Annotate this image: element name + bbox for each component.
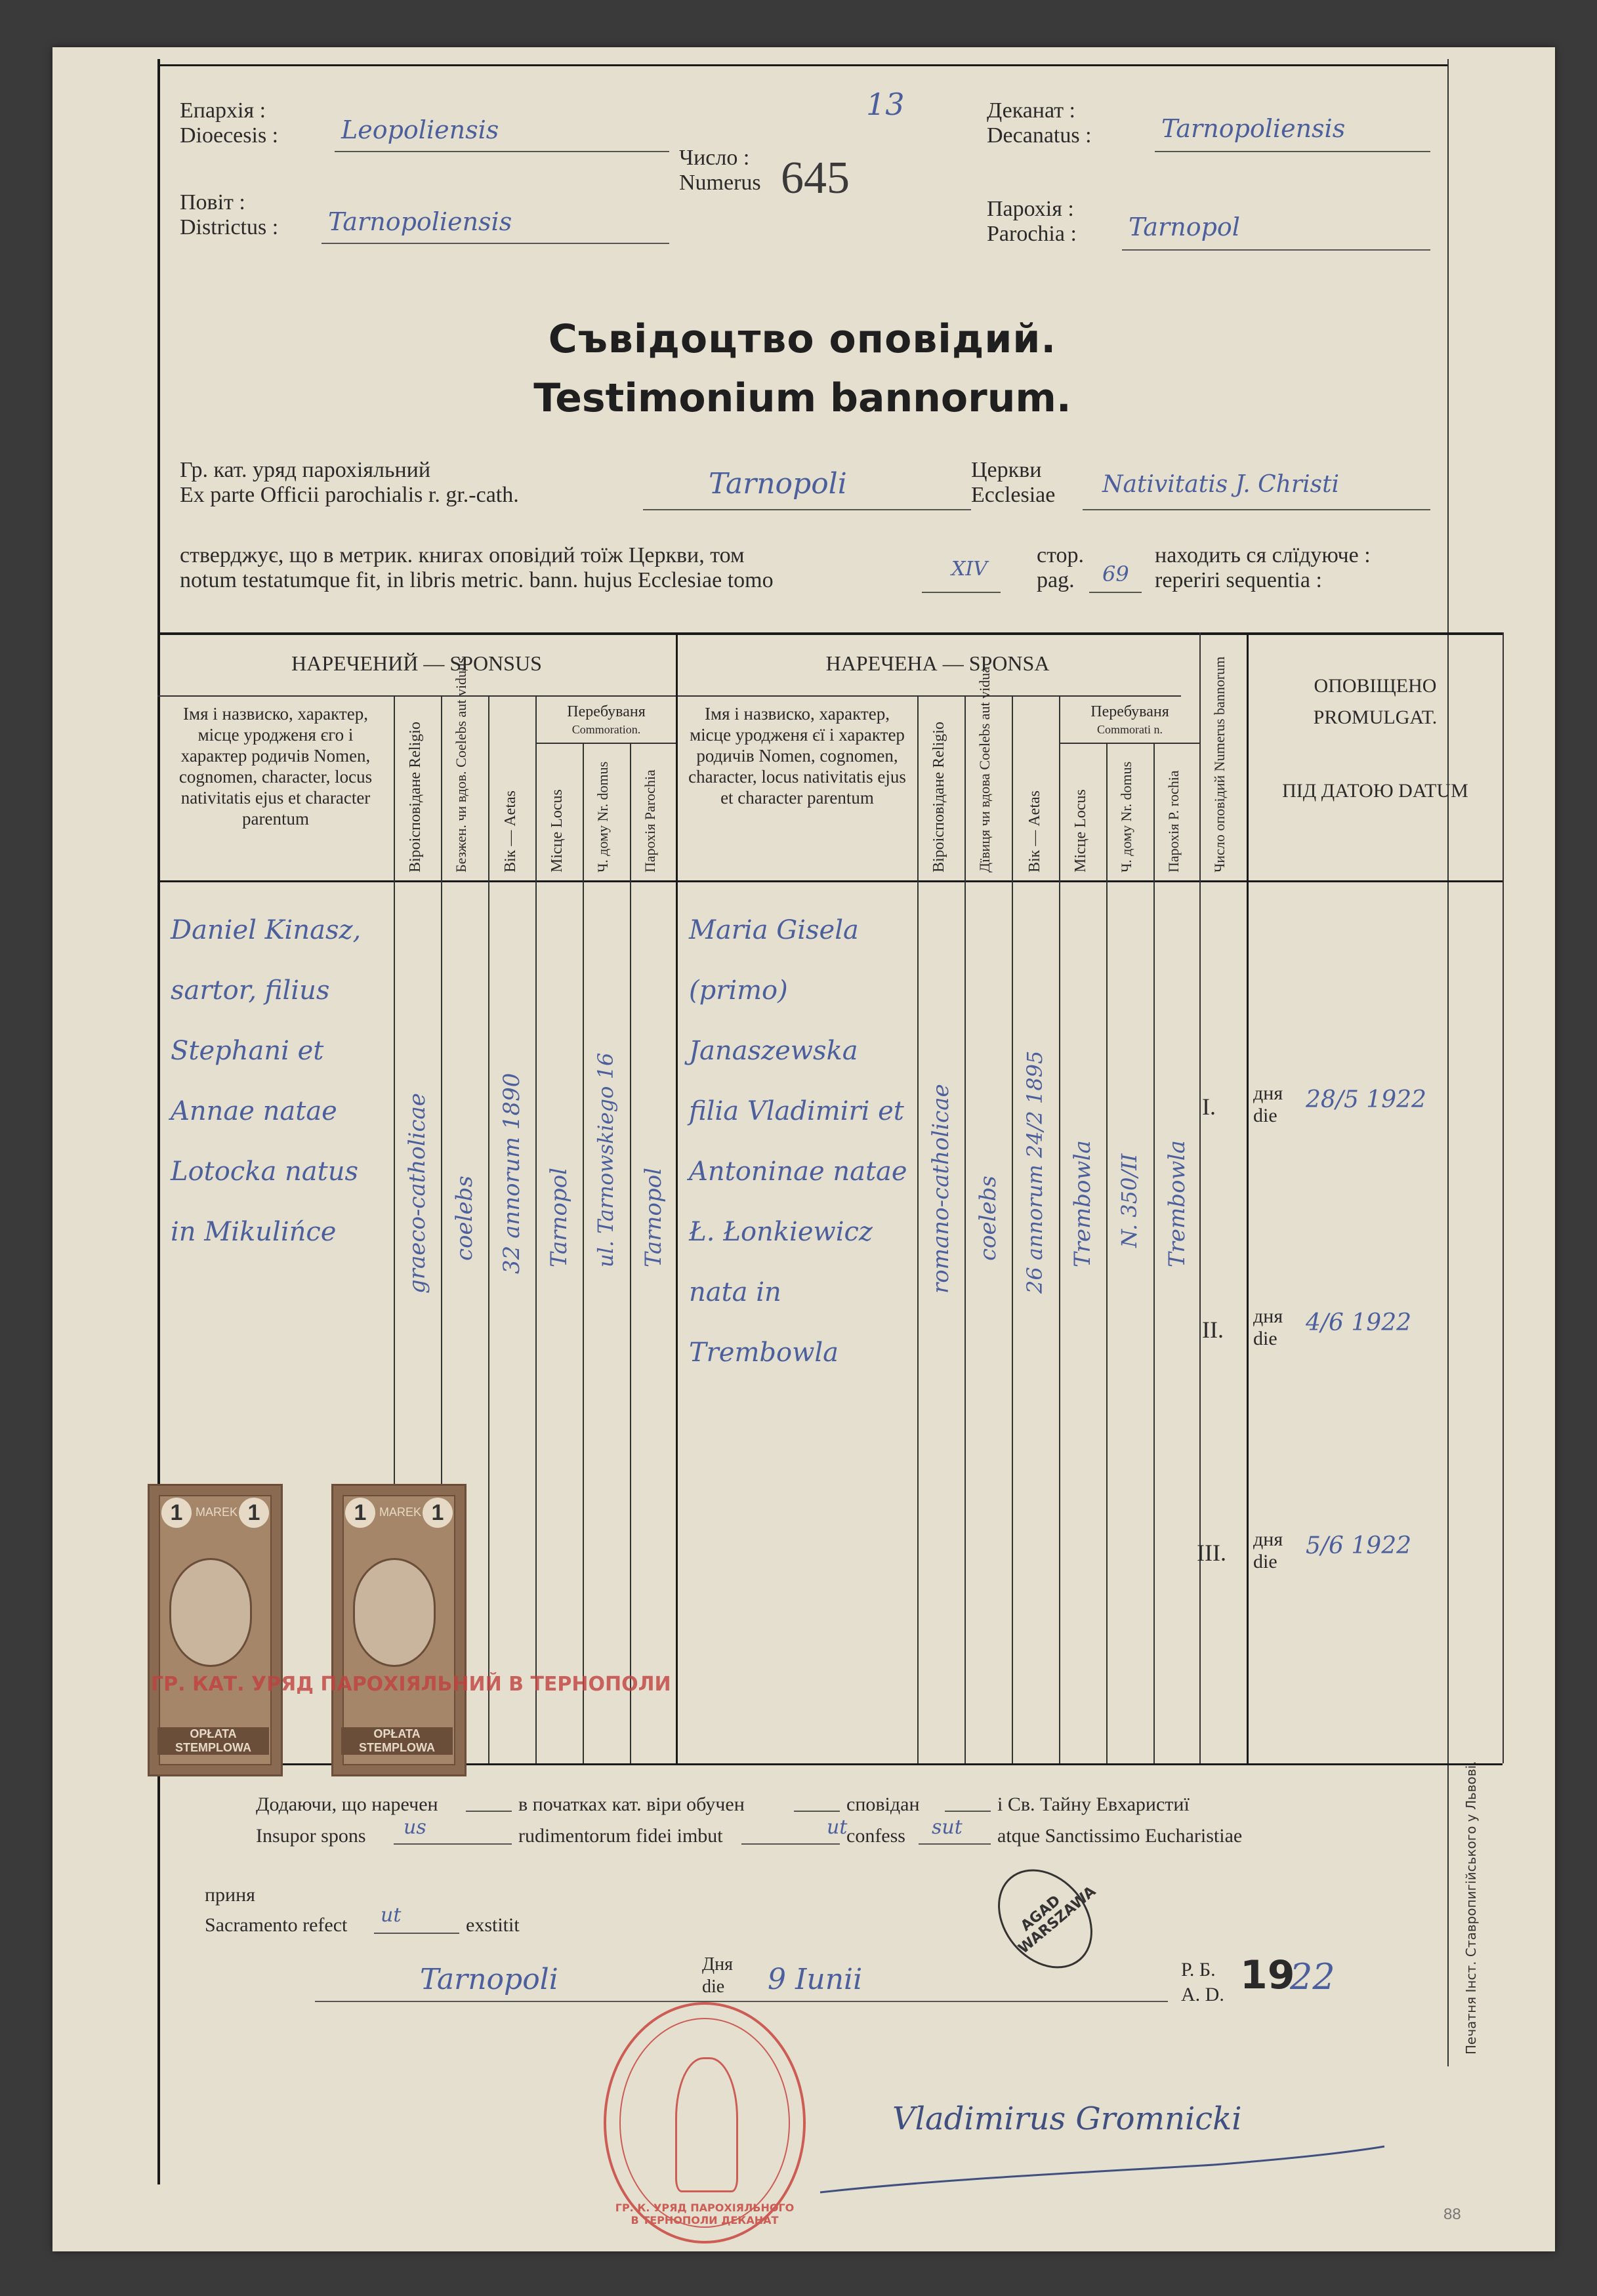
povit-label-uk: Повіт : <box>180 190 245 215</box>
bann-2-date: 4/6 1922 <box>1306 1309 1411 1336</box>
sponsus-aetas-value: 32 annorum 1890 <box>499 1073 525 1274</box>
table-top-line <box>157 632 1503 635</box>
col-line-11 <box>1059 695 1060 1763</box>
commoratio-split-2 <box>1059 743 1199 744</box>
sponsus-header: НАРЕЧЕНИЙ — SPONSUS <box>291 651 542 675</box>
footer-year-hand: 22 <box>1290 1956 1335 1998</box>
footer-line2-val2: ut <box>827 1816 848 1839</box>
sponsa-religio-value: romano-catholicae <box>928 1084 954 1294</box>
promulgat-header: ОПОВІЩЕНО PROMULGAT. <box>1313 675 1438 728</box>
col-line-14 <box>1199 632 1201 1763</box>
parish-seal-text: ГР. К. УРЯД ПАРОХІЯЛЬНОГО В ТЕРНОПОЛИ ДЕКАНАТ <box>615 2202 795 2226</box>
footer-rb: Р. Б. <box>1181 1959 1216 1980</box>
stamp-2-marek: MAREK <box>379 1506 422 1519</box>
coelebs-col-header: Безжен. чи вдов. Coelebs aut viduus <box>453 657 469 872</box>
revenue-stamp-1 <box>148 1484 283 1776</box>
dekanat-label-uk: Деканат : <box>987 98 1076 123</box>
footer-blank-6 <box>919 1843 991 1845</box>
number-value: 645 <box>781 153 850 203</box>
parochia-label: Parochia : <box>987 222 1077 246</box>
col-line-8 <box>917 695 919 1763</box>
parochia-col-header-sponsa: Парохія P. rochia <box>1165 770 1182 872</box>
sponsa-locus-value: Trembowla <box>1069 1140 1096 1267</box>
bann-3-day-uk: дня <box>1253 1528 1283 1550</box>
priest-signature: Vladimirus Gromnicki <box>892 2101 1242 2137</box>
agad-archive-stamp <box>978 1851 1111 1987</box>
bann-2-num: II. <box>1202 1317 1224 1343</box>
col-line-7 <box>676 632 678 1763</box>
title-latin: Testimonium bannorum. <box>533 375 1071 421</box>
sponsus-religio-value: graeco-catholicae <box>404 1093 430 1294</box>
church-label-uk: Церкви <box>971 458 1042 482</box>
districtus-value: Tarnopoliensis <box>328 207 512 236</box>
aetas-col-header: Вік — Aetas <box>502 790 519 872</box>
sponsus-domus-value: ul. Tarnowskiego 16 <box>593 1052 618 1267</box>
table-subhead-line <box>157 695 1181 697</box>
office-place-value: Tarnopoli <box>709 467 847 501</box>
stamp-1-value-left: 1 <box>161 1498 192 1528</box>
footer-year-print: 19 <box>1240 1952 1295 1998</box>
locus-col-header-sponsa: Місце Locus <box>1072 789 1089 872</box>
corner-mark: 88 <box>1443 2205 1461 2223</box>
sponsa-header: НАРЕЧЕНА — SPONSA <box>825 651 1050 675</box>
bann-1-day-uk: дня <box>1253 1082 1283 1104</box>
footer-line2-start: Insupor spons <box>256 1825 366 1847</box>
stamp-2-oplata: OPŁATA STEMPLOWA <box>341 1727 453 1755</box>
col-line-4 <box>535 695 537 1763</box>
tomo-underline <box>922 592 1001 593</box>
footer-day-uk: Дня <box>702 1954 733 1975</box>
col-line-10 <box>1012 695 1013 1763</box>
bann-3-num: III. <box>1197 1540 1226 1566</box>
footer-line2-end: atque Sanctissimo Eucharistiae <box>997 1825 1243 1847</box>
page-label-uk: стор. <box>1037 543 1085 567</box>
bann-2-day-la: die <box>1253 1328 1277 1349</box>
commoratio-header: Перебуваня <box>567 703 646 720</box>
sponsa-name-value: Maria Gisela (primo) Janaszewska filia Vladimiri et Antoninae natae Ł. Łonkiewicz nata in Trembowla <box>689 915 907 1368</box>
footer-blank-7 <box>374 1933 459 1934</box>
domus-col-header: Ч. дому Nr. domus <box>594 761 611 872</box>
church-label-la: Ecclesiae <box>971 483 1056 507</box>
stamp-2-value-right: 1 <box>423 1498 453 1528</box>
commoratio-header-sponsa-la: Commorati n. <box>1097 723 1163 736</box>
revenue-stamp-2 <box>331 1484 467 1776</box>
districtus-label: Districtus : <box>180 215 279 239</box>
coelebs-col-header-sponsa: Дївиця чи вдова Coelebs aut vidua <box>976 666 993 872</box>
datum-header: ПІД ДАТОЮ DATUM <box>1282 780 1468 802</box>
numerus-col-header: Число оповідий Numerus bannorum <box>1211 656 1228 872</box>
col-line-5 <box>583 743 584 1763</box>
decanatus-label: Decanatus : <box>987 123 1092 148</box>
top-line <box>157 64 1447 66</box>
office-label-uk: Гр. кат. уряд парохіяльний <box>180 458 431 482</box>
bann-1-date: 28/5 1922 <box>1306 1086 1426 1113</box>
number-top-value: 13 <box>866 87 905 122</box>
bann-3-date: 5/6 1922 <box>1306 1532 1411 1559</box>
tomo-value: XIV <box>951 558 987 581</box>
page-value: 69 <box>1102 562 1129 586</box>
commoratio-split-1 <box>535 743 676 744</box>
stamp-2-value-left: 1 <box>345 1498 375 1528</box>
col-line-3 <box>488 695 489 1763</box>
aetas-col-header-sponsa: Вік — Aetas <box>1026 790 1043 872</box>
domus-col-header-sponsa: Ч. дому Nr. domus <box>1118 761 1134 872</box>
footer-day-la: die <box>702 1977 725 1997</box>
office-label-la: Ex parte Officii parochialis r. gr.-cath. <box>180 483 519 507</box>
sponsa-coelebs-value: coelebs <box>975 1176 1001 1261</box>
eagle-emblem-icon <box>169 1558 252 1667</box>
right-margin-line <box>1447 59 1449 2066</box>
footer-line2-val3: sut <box>932 1816 963 1839</box>
footer-line1-start: Додаючи, що наречен <box>256 1794 438 1815</box>
religio-col-header: Віроісповідане Religio <box>407 722 424 872</box>
document-sheet <box>52 47 1555 2251</box>
stamp-1-value-right: 1 <box>239 1498 269 1528</box>
office-place-underline <box>643 509 971 510</box>
footer-line2-mid2: confess <box>846 1825 905 1847</box>
footer-blank-4 <box>394 1843 512 1845</box>
footer-line4-end: exstitit <box>466 1914 520 1936</box>
footer-place-value: Tarnopoli <box>420 1963 558 1996</box>
commoratio-header-sponsa: Перебуваня <box>1090 703 1169 720</box>
number-label-uk: Число : <box>679 146 750 170</box>
found-label-uk: находить ся слїдуюче : <box>1155 543 1371 567</box>
sponsa-aetas-value: 26 annorum 24/2 1895 <box>1022 1050 1047 1294</box>
page-underline <box>1089 592 1142 593</box>
religio-col-header-sponsa: Віроісповідане Religio <box>930 722 947 872</box>
footer-line1-mid1: в початках кат. віри обучен <box>518 1794 745 1815</box>
footer-date-underline <box>315 2001 1168 2002</box>
districtus-underline <box>321 243 669 244</box>
col-line-12 <box>1106 743 1108 1763</box>
col-line-9 <box>964 695 966 1763</box>
dioecesis-value: Leopoliensis <box>341 115 499 144</box>
certify-label-la: notum testatumque fit, in libris metric. bann. hujus Ecclesiae tomo <box>180 568 774 592</box>
footer-line4-start: Sacramento refect <box>205 1914 348 1936</box>
page-label-la: pag. <box>1037 568 1075 592</box>
parochia-underline <box>1122 249 1430 251</box>
eparchy-label-uk: Епархія : <box>180 98 266 123</box>
stamp-overprint: ГР. КАТ. УРЯД ПАРОХІЯЛЬНИЙ В ТЕРНОПОЛИ <box>151 1673 671 1696</box>
col-line-6 <box>630 743 631 1763</box>
table-head-bottom <box>157 880 1503 882</box>
dioecesis-underline <box>335 151 669 152</box>
footer-line4-val: ut <box>381 1904 402 1927</box>
footer-line2-mid1: rudimentorum fidei imbut <box>518 1825 723 1847</box>
footer-blank-5 <box>741 1843 840 1845</box>
decanatus-value: Tarnopoliensis <box>1161 114 1346 143</box>
sponsa-name-col-header: Імя і назвиско, характер, місце уродженя єї і характер родичів Nomen, cognomen, character, locus nativitatis ejus et character parentum <box>688 704 906 808</box>
sponsus-locus-value: Tarnopol <box>546 1167 572 1267</box>
found-label-la: reperiri sequentia : <box>1155 568 1322 592</box>
col-line-13 <box>1153 743 1155 1763</box>
stamp-1-marek: MAREK <box>196 1506 238 1519</box>
locus-col-header: Місце Locus <box>549 789 566 872</box>
bann-2-day-uk: дня <box>1253 1305 1283 1327</box>
parokhia-label-uk: Парохія : <box>987 197 1074 221</box>
number-label-la: Numerus <box>679 171 761 195</box>
sponsus-name-value: Daniel Kinasz, sartor, filius Stephani et Annae natae Lotocka natus in Mikulińce <box>171 915 362 1247</box>
sponsus-name-col-header: Імя і назвиско, характер, місце уродженя єго і характер родичів Nomen, cognomen, character, locus nativitatis ejus et character parentum <box>178 704 373 829</box>
sponsa-parochia-value: Trembowla <box>1164 1140 1190 1267</box>
footer-blank-1 <box>466 1811 512 1812</box>
decanatus-underline <box>1155 151 1430 152</box>
table-right-edge <box>1503 632 1504 1763</box>
bann-1-day-la: die <box>1253 1105 1277 1126</box>
bann-3-day-la: die <box>1253 1551 1277 1572</box>
sponsus-parochia-value: Tarnopol <box>640 1167 667 1267</box>
stamp-1-oplata: OPŁATA STEMPLOWA <box>157 1727 269 1755</box>
footer-line1-end: і Св. Тайну Евхаристиї <box>997 1794 1190 1815</box>
signature-flourish <box>807 2133 1398 2205</box>
agad-stamp-text: AGAD WARSZAWA <box>1015 1883 1100 1958</box>
parish-seal <box>604 2002 806 2244</box>
bann-1-num: I. <box>1202 1094 1216 1120</box>
church-underline <box>1083 509 1430 510</box>
church-value: Nativitatis J. Christi <box>1102 471 1340 498</box>
col-line-15 <box>1247 632 1249 1763</box>
eagle-emblem-icon <box>353 1558 436 1667</box>
footer-blank-2 <box>794 1811 840 1812</box>
footer-date-value: 9 Iunii <box>768 1963 863 1996</box>
sponsus-coelebs-value: coelebs <box>451 1176 478 1261</box>
certify-label-uk: стверджує, що в метрик. книгах оповідий тоїж Церкви, том <box>180 543 745 567</box>
footer-ad: A. D. <box>1181 1984 1224 2005</box>
saint-figure-icon <box>675 2057 738 2192</box>
printer-imprint: Печатня Інст. Ставропигійського у Львові. <box>1463 1761 1479 2055</box>
footer-line2-val1: us <box>404 1816 426 1839</box>
dioecesis-label: Dioecesis : <box>180 123 279 148</box>
footer-line3: приня <box>205 1884 255 1906</box>
title-ukrainian: Съвідоцтво оповідий. <box>548 316 1057 362</box>
parochia-value: Tarnopol <box>1129 213 1240 241</box>
sponsa-domus-value: N. 350/II <box>1117 1153 1142 1248</box>
parochia-col-header: Парохія Parochia <box>642 769 658 872</box>
commoratio-header-la: Commoration. <box>571 723 641 736</box>
footer-blank-3 <box>945 1811 991 1812</box>
footer-line1-mid2: сповідан <box>846 1794 920 1815</box>
